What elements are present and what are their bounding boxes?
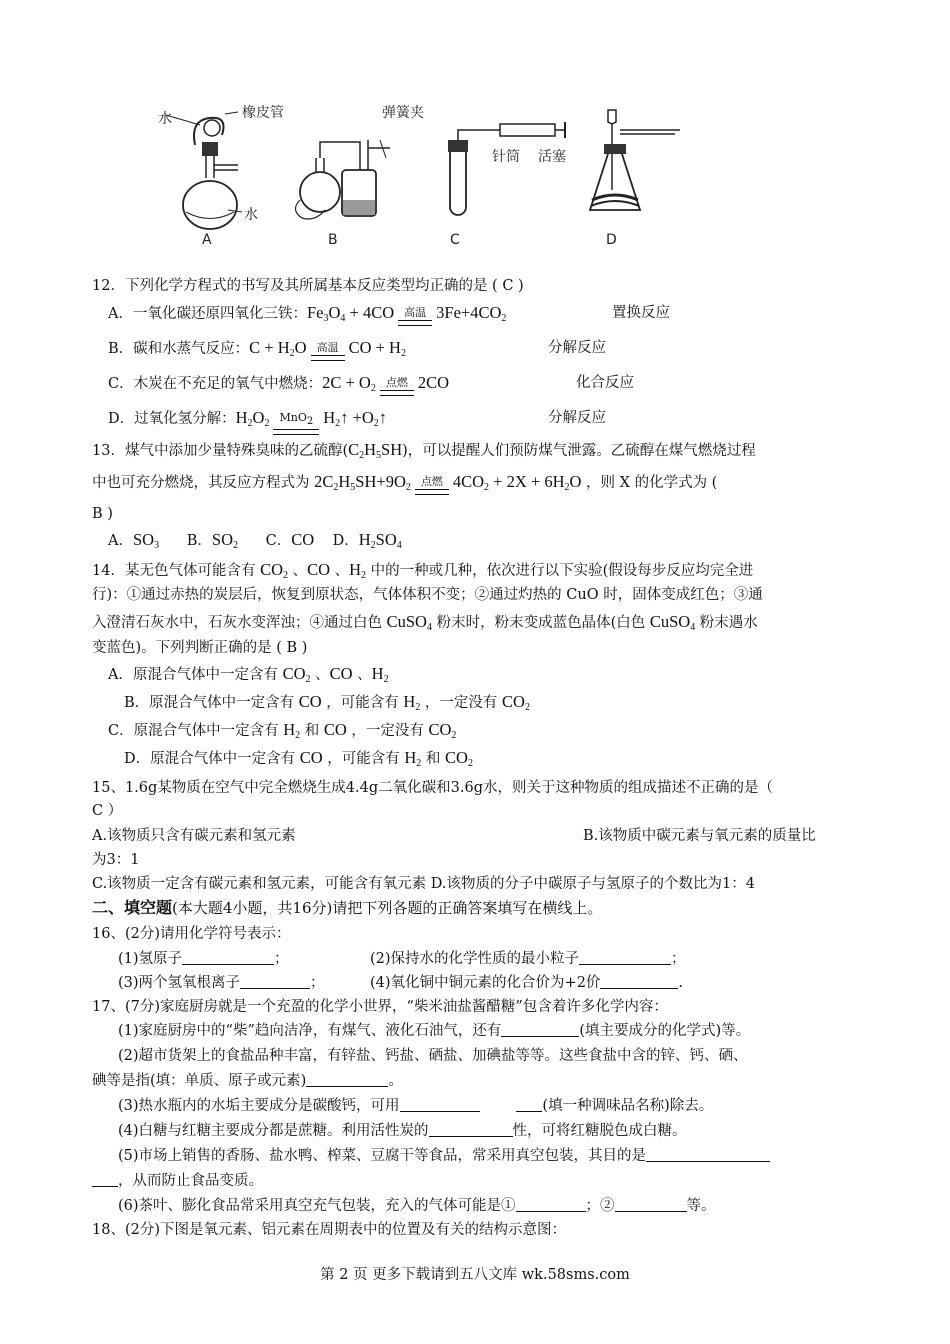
q12-d-text: D．过氧化氢分解：	[108, 411, 236, 427]
q12-option-d	[108, 408, 387, 435]
q16-item-4-label: (4)氧化铜中铜元素的化合价为+2价	[370, 975, 601, 991]
q12-c-type: 化合反应	[576, 375, 634, 391]
q17-blank-4[interactable]	[429, 1121, 513, 1137]
q17-item-2: (2)超市货架上的食盐品种丰富，有锌盐、钙盐、硒盐、加碘盐等等。这些食盐中含的锌、钙、硒、	[118, 1048, 748, 1064]
q17-item-1-text: (1)家庭厨房中的“柴”趋向洁净，有煤气、液化石油气，还有	[118, 1023, 502, 1039]
figure-a-tube-label: 橡皮管	[242, 105, 284, 121]
q16-item-3	[118, 973, 325, 993]
q16-semi-1: ；	[274, 951, 289, 967]
q15-option-b-cont: 为3：1	[92, 852, 140, 868]
figure-a-water-top-label: 水	[158, 111, 172, 127]
q17-item-1-tail: (填主要成分的化学式)等。	[579, 1023, 751, 1039]
q13-line-2	[92, 472, 717, 498]
q12-b-condition	[311, 342, 345, 361]
q12-c-text: C．木炭在不充足的氧气中燃烧：	[108, 376, 323, 392]
q17-item-5-text: (5)市场上销售的香肠、盐水鸭、榨菜、豆腐干等食品，常采用真空包装，其目的是	[118, 1148, 647, 1164]
q14-option-b: B．原混合气体中一定含有 CO ，可能含有 $H_2$ ，一定没有 $CO_2$	[124, 692, 530, 713]
section-2-heading	[92, 898, 602, 919]
q16-dot: .	[678, 975, 684, 991]
q17-item-6	[118, 1196, 716, 1216]
q17-item-3	[118, 1096, 713, 1116]
q17-blank-1[interactable]	[501, 1021, 579, 1037]
q13-answer: B )	[92, 506, 113, 522]
q14-option-a: A．原混合气体中一定含有 $CO_2$ 、CO 、$H_2$	[108, 664, 389, 685]
q12-d-cond-text: MnO$_2$	[279, 411, 314, 427]
q15-options-cd: C.该物质一定含有碳元素和氢元素，可能含有氧元素 D.该物质的分子中碳原子与氢原子的个数比为1：4	[92, 876, 755, 892]
q15-line-1: 15、1.6g某物质在空气中完全燃烧生成4.4g二氧化碳和3.6g水，则关于这种物质的组成描述不正确的是（	[92, 780, 773, 796]
q14-option-c: C．原混合气体中一定含有 $H_2$ 和 CO ，一定没有 $CO_2$	[108, 720, 457, 741]
q17-blank-2[interactable]	[306, 1071, 388, 1087]
q17-blank-6b[interactable]	[615, 1196, 687, 1212]
q17-item-6-mid: ；②	[585, 1198, 615, 1214]
q17-item-5-cont	[92, 1171, 263, 1191]
q15-answer: C ）	[92, 803, 123, 819]
figure-a-water-bottom-label: 水	[244, 207, 258, 223]
q18-stem: 18、(2分)下图是氧元素、铝元素在周期表中的位置及有关的结构示意图：	[92, 1222, 566, 1238]
section-2-desc: (本大题4小题，共16分)请把下列各题的正确答案填写在横线上。	[172, 899, 603, 917]
q12-b-type: 分解反应	[548, 340, 606, 356]
q17-item-4-text: (4)白糖与红糖主要成分都是蔗糖。利用活性炭的	[118, 1123, 429, 1139]
q16-item-2-label: (2)保持水的化学性质的最小粒子	[370, 951, 580, 967]
q12-d-right: $H_2↑$ $+O_2↑$	[323, 408, 387, 429]
q16-stem: 16、(2分)请用化学符号表示：	[92, 926, 291, 942]
q14-line-3: 入澄清石灰水中，石灰水变浑浊；④通过白色 CuSO$_4$ 粉末时，粉末变成蓝色晶体(白色 CuSO$_4$ 粉末遇水	[92, 612, 758, 633]
figure-c-syringe-label: 针筒	[492, 149, 520, 165]
q17-item-6-tail: 等。	[686, 1198, 716, 1214]
q16-item-4	[370, 973, 683, 993]
q17-item-4-tail: 性，可将红糖脱色成白糖。	[512, 1123, 687, 1139]
q14-line-2: 行)：①通过赤热的炭层后，恢复到原状态，气体体积不变；②通过灼热的 CuO 时，固体变成红色；③通	[92, 587, 763, 603]
q17-blank-3a[interactable]	[400, 1096, 480, 1112]
q13-condition	[415, 476, 449, 495]
q12-option-a	[108, 303, 506, 329]
figure-d-label: D	[606, 232, 617, 248]
q12-b-cond-text: 高温	[316, 341, 339, 354]
q17-item-3-tail: (填一种调味品名称)除去。	[542, 1098, 714, 1114]
q15-option-b: B.该物质中碳元素与氧元素的质量比	[583, 828, 816, 844]
q17-item-5	[118, 1146, 770, 1166]
q16-item-2	[370, 949, 686, 969]
q14-line-4: 变蓝色)。下列判断正确的是 ( B )	[92, 640, 308, 656]
q12-a-type: 置换反应	[612, 305, 670, 321]
q13-line-1: 13．煤气中添加少量特殊臭味的乙硫醇$(C_2H_5SH)$，可以提醒人们预防煤气泄露。乙硫醇在煤气燃烧过程	[92, 440, 756, 461]
q12-a-condition	[398, 307, 432, 326]
q17-item-3-text: (3)热水瓶内的水垢主要成分是碳酸钙，可用	[118, 1098, 400, 1114]
q13-options: A．$SO_3$ B．$SO_2$ C．CO D．$H_2SO_4$	[108, 530, 402, 551]
q13-line-2-left: 中也可充分燃烧，其反应方程式为 $2C_2H_5SH+9O_2$	[92, 472, 411, 493]
q16-blank-3[interactable]	[240, 973, 310, 989]
q12-a-cond-text: 高温	[404, 306, 427, 319]
figure-b-label: B	[328, 232, 338, 248]
q12-option-c	[108, 373, 449, 399]
q17-item-2-cont	[92, 1071, 403, 1091]
q12-d-condition	[273, 412, 319, 435]
q17-item-5-tail: ，从而防止食品变质。	[118, 1173, 263, 1189]
q12-option-b	[108, 338, 406, 364]
q16-semi-3: ；	[310, 975, 325, 991]
q12-b-right: CO + $H_2$	[348, 338, 406, 359]
q17-stem: 17、(7分)家庭厨房就是一个充盈的化学小世界，“柴米油盐酱醋糖”包含着许多化学内容：	[92, 999, 668, 1015]
q13-line-2-right: $4CO_2 + 2X + 6H_2O$ ，则 X 的化学式为 (	[452, 472, 718, 493]
q17-item-6-text: (6)茶叶、膨化食品常采用真空充气包装，充入的气体可能是①	[118, 1198, 516, 1214]
section-2-title: 二、填空题	[92, 898, 173, 917]
q17-blank-5b[interactable]	[92, 1171, 118, 1187]
q17-item-2-tail: 。	[388, 1073, 403, 1089]
q16-blank-4[interactable]	[600, 973, 678, 989]
figure-c-label: C	[450, 232, 460, 248]
q16-item-1-label: (1)氢原子	[118, 951, 183, 967]
q14-option-d: D．原混合气体中一定含有 CO ，可能含有 $H_2$ 和 $CO_2$	[124, 748, 473, 769]
q12-a-left: $Fe_3O_4 + 4CO$	[306, 303, 395, 324]
q12-a-right: $3Fe+4CO_2$	[436, 303, 507, 324]
figure-b-clip-label: 弹簧夹	[382, 105, 424, 121]
q17-blank-6a[interactable]	[516, 1196, 586, 1212]
q16-blank-2[interactable]	[579, 949, 671, 965]
q14-line-1: 14．某无色气体可能含有 $CO_2$ 、CO 、$H_2$ 中的一种或几种，依次进行以下实验(假设每步反应均完全进	[92, 560, 754, 581]
q16-semi-2: ；	[671, 951, 686, 967]
q16-item-3-label: (3)两个氢氧根离子	[118, 975, 241, 991]
q16-item-1	[118, 949, 289, 969]
figure-a-label: A	[202, 232, 212, 248]
q15-option-a: A.该物质只含有碳元素和氢元素	[92, 828, 296, 844]
q12-a-text: A．一氧化碳还原四氧化三铁：	[108, 306, 307, 322]
q12-c-condition	[380, 377, 414, 396]
apparatus-d-figure	[580, 100, 710, 265]
q12-c-left: $2C + O_2$	[322, 373, 376, 394]
figure-c-piston-label: 活塞	[538, 149, 566, 165]
q16-blank-1[interactable]	[182, 949, 274, 965]
q17-item-4	[118, 1121, 687, 1141]
q17-item-1	[118, 1021, 750, 1041]
q17-item-2-text: 碘等是指(填：单质、原子或元素)	[92, 1073, 307, 1089]
q12-d-type: 分解反应	[548, 410, 606, 426]
apparatus-b-figure	[290, 100, 420, 265]
q12-stem: 12．下列化学方程式的书写及其所属基本反应类型均正确的是 ( C )	[92, 278, 524, 294]
q12-c-cond-text: 点燃	[385, 376, 408, 389]
q12-b-text: B．碳和水蒸气反应：	[108, 341, 250, 357]
q12-b-left: $C + H_2O$	[249, 338, 307, 359]
q12-c-right: 2CO	[417, 373, 449, 392]
page-footer: 第 2 页 更多下载请到五八文库 wk.58sms.com	[320, 1267, 630, 1283]
q17-blank-5a[interactable]	[646, 1146, 770, 1162]
apparatus-figures	[150, 100, 710, 265]
q12-d-left: $H_2O_2$	[235, 408, 270, 429]
q17-blank-3b[interactable]	[516, 1096, 542, 1112]
q13-cond-text: 点燃	[420, 475, 443, 488]
